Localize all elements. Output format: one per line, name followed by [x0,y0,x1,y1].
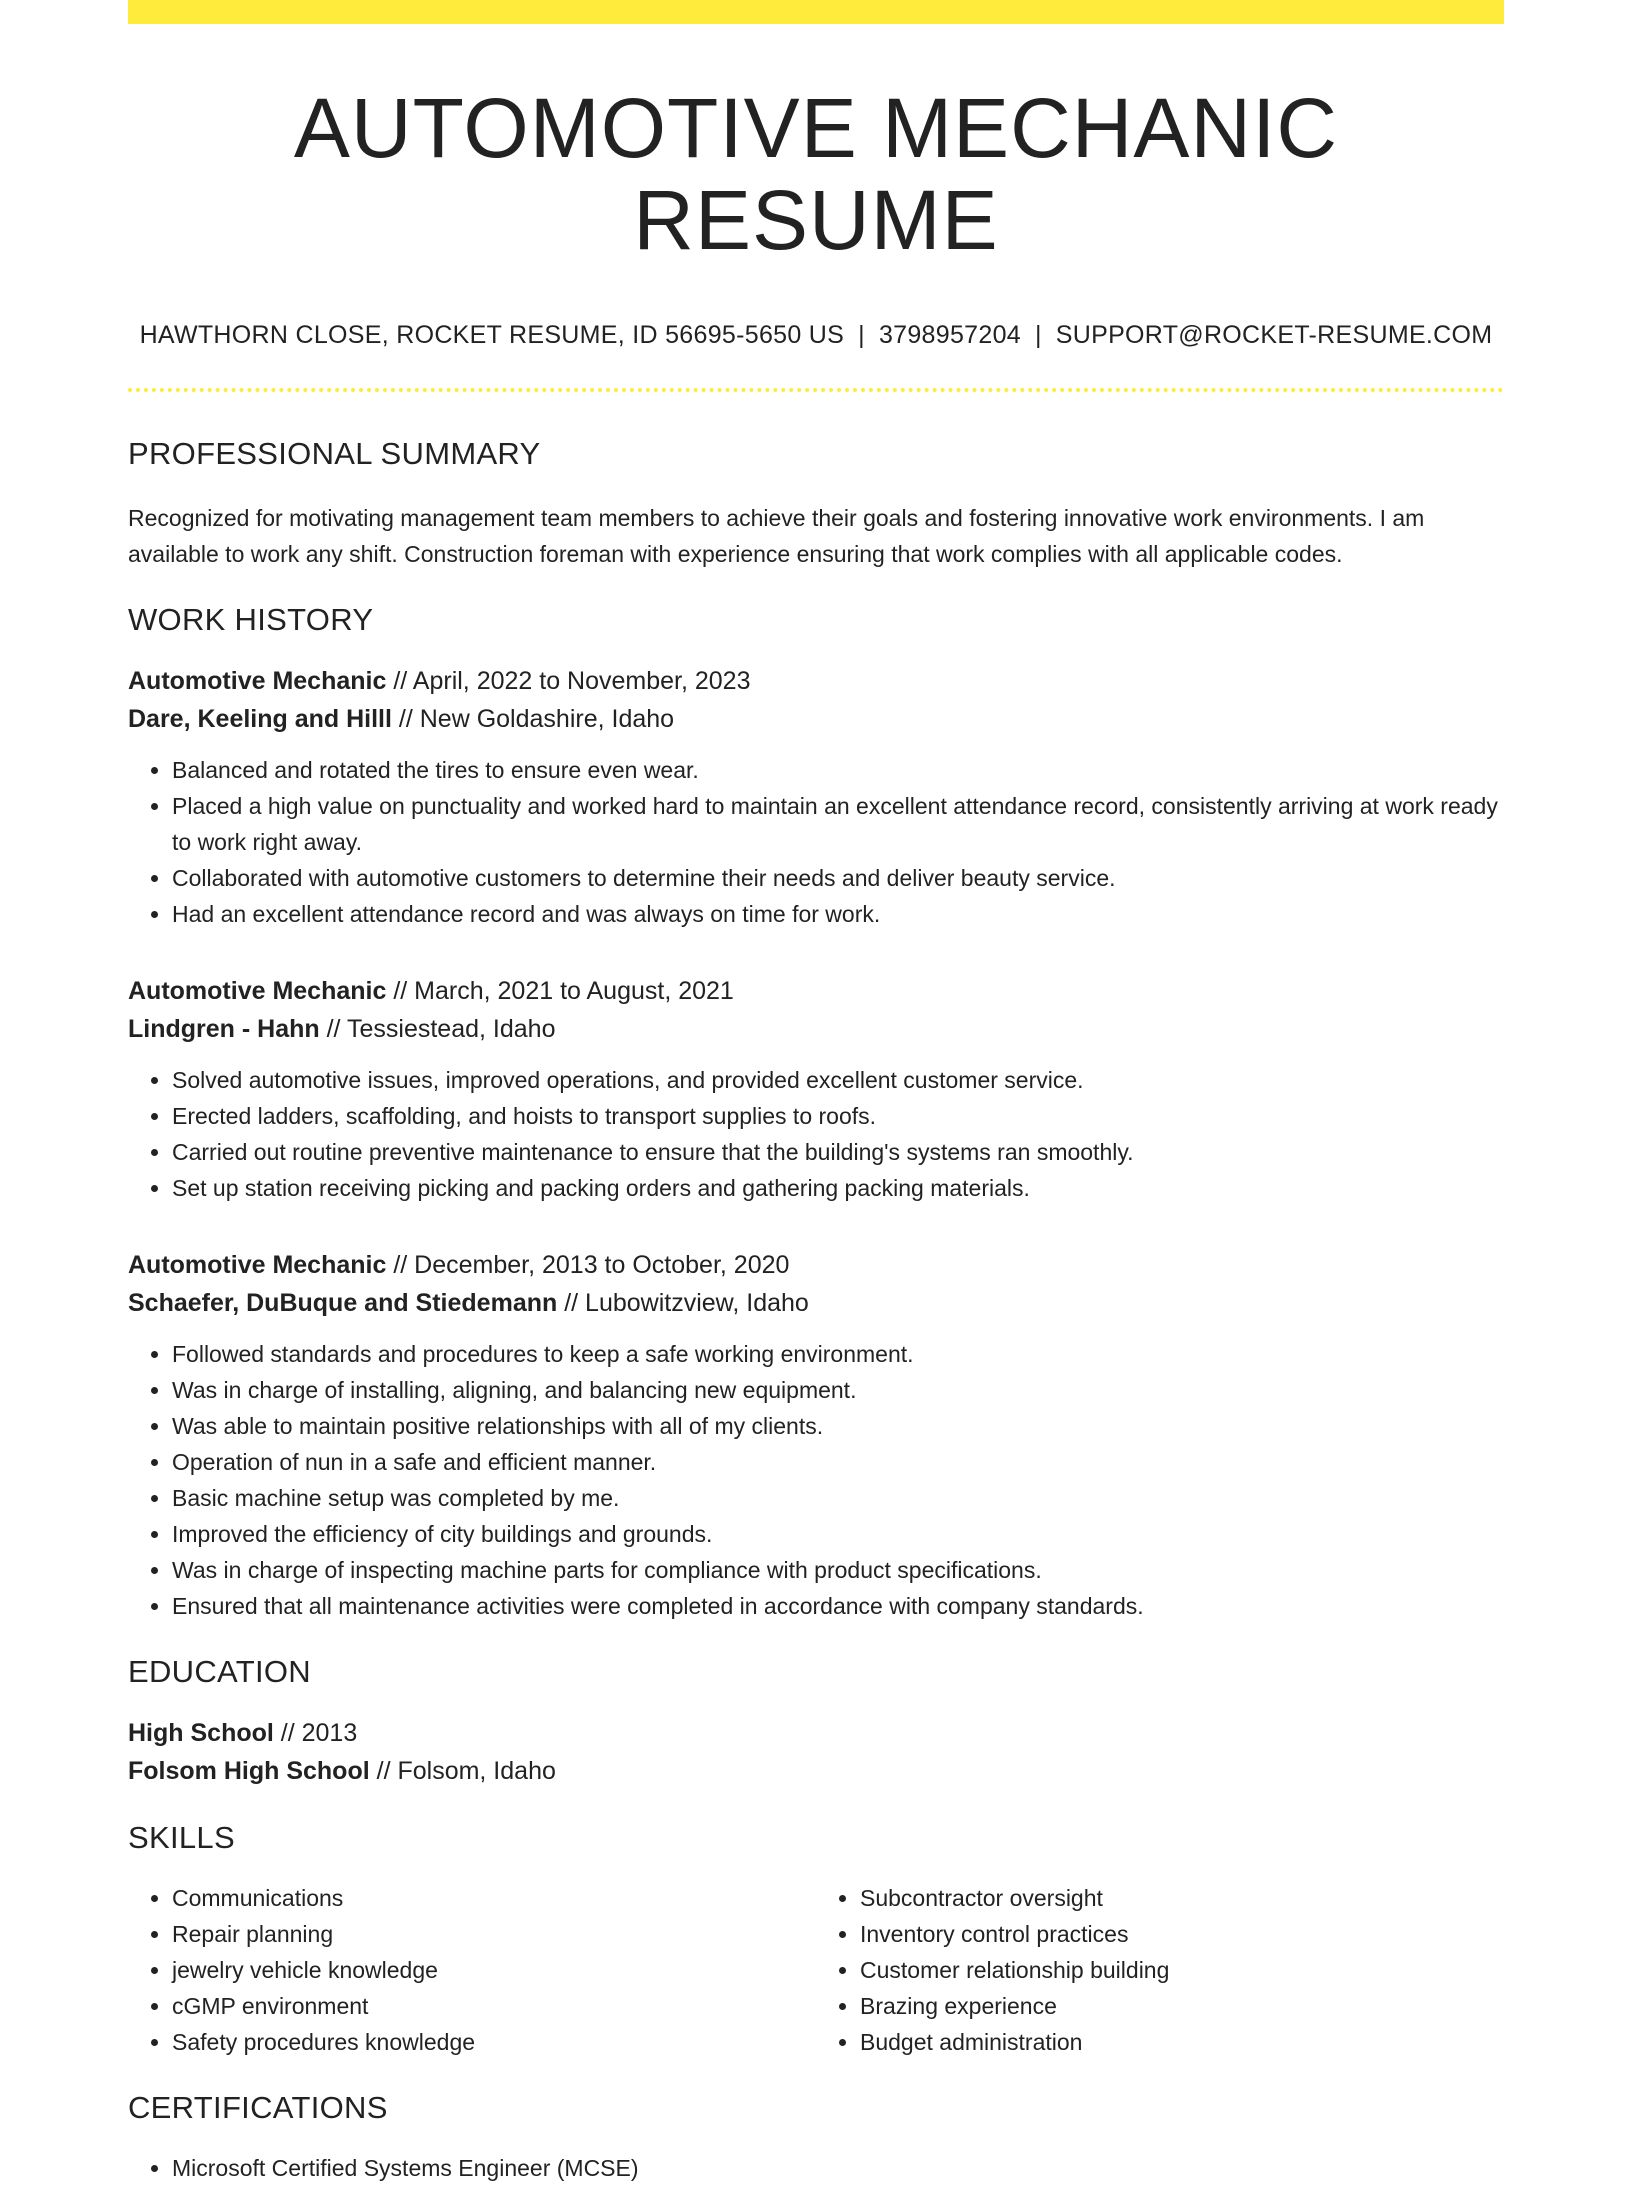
contact-phone: 3798957204 [878,320,1021,349]
job-entry [128,1246,1504,1624]
summary-heading: PROFESSIONAL SUMMARY [128,435,541,471]
job-bullets [128,752,1504,932]
list-item: • Was able to maintain positive relationships with all of my clients. [172,1408,1504,1444]
list-item: • Ensured that all maintenance activities were completed in accordance with company standards. [172,1588,1504,1624]
job-location: // Tessiestead, Idaho [326,1014,556,1043]
contact-separator: | [858,320,865,349]
job-bullets [128,1062,1504,1206]
contact-line [128,321,1504,350]
job-title-line [128,1246,1504,1284]
top-accent-bar [128,0,1504,24]
education-school-line [128,1752,1504,1790]
list-item: • Collaborated with automotive customers to determine their needs and deliver beauty service. [172,860,1504,896]
job-location: // Lubowitzview, Idaho [564,1288,809,1317]
job-company: Lindgren - Hahn [128,1014,320,1043]
skills-heading: SKILLS [128,1819,235,1855]
contact-address: HAWTHORN CLOSE, ROCKET RESUME, ID 56695-5650 US [139,320,845,349]
dotted-divider [128,388,1504,392]
job-location: // New Goldashire, Idaho [398,704,675,733]
list-item: • Was in charge of installing, aligning, and balancing new equipment. [172,1372,1504,1408]
job-entry [128,972,1504,1206]
contact-separator: | [1034,320,1042,349]
list-item: • jewelry vehicle knowledge [172,1952,816,1988]
education-location: // Folsom, Idaho [376,1756,556,1785]
list-item: • Microsoft Certified Systems Engineer (MCSE) [172,2150,1504,2186]
education-school: Folsom High School [128,1756,370,1785]
job-title: Automotive Mechanic [128,1250,387,1279]
list-item: • Brazing experience [860,1988,1504,2024]
certifications-list [128,2150,1504,2186]
list-item: • Operation of nun in a safe and efficient manner. [172,1444,1504,1480]
list-item: • Was in charge of inspecting machine parts for compliance with product specifications. [172,1552,1504,1588]
list-item: • Safety procedures knowledge [172,2024,816,2060]
job-dates: // March, 2021 to August, 2021 [393,976,734,1005]
list-item: • Followed standards and procedures to keep a safe working environment. [172,1336,1504,1372]
job-title: Automotive Mechanic [128,976,387,1005]
list-item: • Communications [172,1880,816,1916]
job-bullets [128,1336,1504,1624]
list-item: • Basic machine setup was completed by me. [172,1480,1504,1516]
job-company-line [128,1284,1504,1322]
certifications-heading: CERTIFICATIONS [128,2089,388,2125]
job-company-line [128,1010,1504,1048]
list-item: • Budget administration [860,2024,1504,2060]
certifications-section [128,2150,1504,2186]
education-year: // 2013 [280,1718,358,1747]
education-heading: EDUCATION [128,1653,311,1689]
list-item: • Set up station receiving picking and packing orders and gathering packing materials. [172,1170,1504,1206]
list-item: • Carried out routine preventive maintenance to ensure that the building's systems ran smoothly. [172,1134,1504,1170]
list-item: • Subcontractor oversight [860,1880,1504,1916]
job-dates: // December, 2013 to October, 2020 [393,1250,790,1279]
education-entry [128,1714,1504,1790]
skills-left-list [128,1880,816,2060]
job-dates: // April, 2022 to November, 2023 [393,666,751,695]
job-title-line [128,972,1504,1010]
list-item: • Inventory control practices [860,1916,1504,1952]
resume-content [128,0,1504,2186]
work-history-heading: WORK HISTORY [128,601,374,637]
list-item: • Customer relationship building [860,1952,1504,1988]
list-item: • Balanced and rotated the tires to ensure even wear. [172,752,1504,788]
list-item: • Had an excellent attendance record and was always on time for work. [172,896,1504,932]
job-title: Automotive Mechanic [128,666,387,695]
job-company: Schaefer, DuBuque and Stiedemann [128,1288,558,1317]
list-item: • Solved automotive issues, improved operations, and provided excellent customer service. [172,1062,1504,1098]
list-item: • Placed a high value on punctuality and worked hard to maintain an excellent attendance record, consistently arriving at work ready to work right away. [172,788,1504,860]
job-title-line [128,662,1504,700]
job-company-line [128,700,1504,738]
list-item: • Improved the efficiency of city buildings and grounds. [172,1516,1504,1552]
job-entry [128,662,1504,932]
skills-right-list [816,1880,1504,2060]
summary-text: Recognized for motivating management team members to achieve their goals and fostering innovative work environments. I am available to work any shift. Construction foreman with experience ensuring that work complies with all applicable codes. [128,504,1425,567]
contact-email: SUPPORT@ROCKET-RESUME.COM [1055,320,1493,349]
list-item: • cGMP environment [172,1988,816,2024]
list-item: • Erected ladders, scaffolding, and hoists to transport supplies to roofs. [172,1098,1504,1134]
skills-columns [128,1880,1504,2060]
education-degree: High School [128,1718,274,1747]
list-item: • Repair planning [172,1916,816,1952]
resume-title: AUTOMOTIVE MECHANIC RESUME [293,81,1339,268]
job-company: Dare, Keeling and Hilll [128,704,392,733]
education-degree-line [128,1714,1504,1752]
